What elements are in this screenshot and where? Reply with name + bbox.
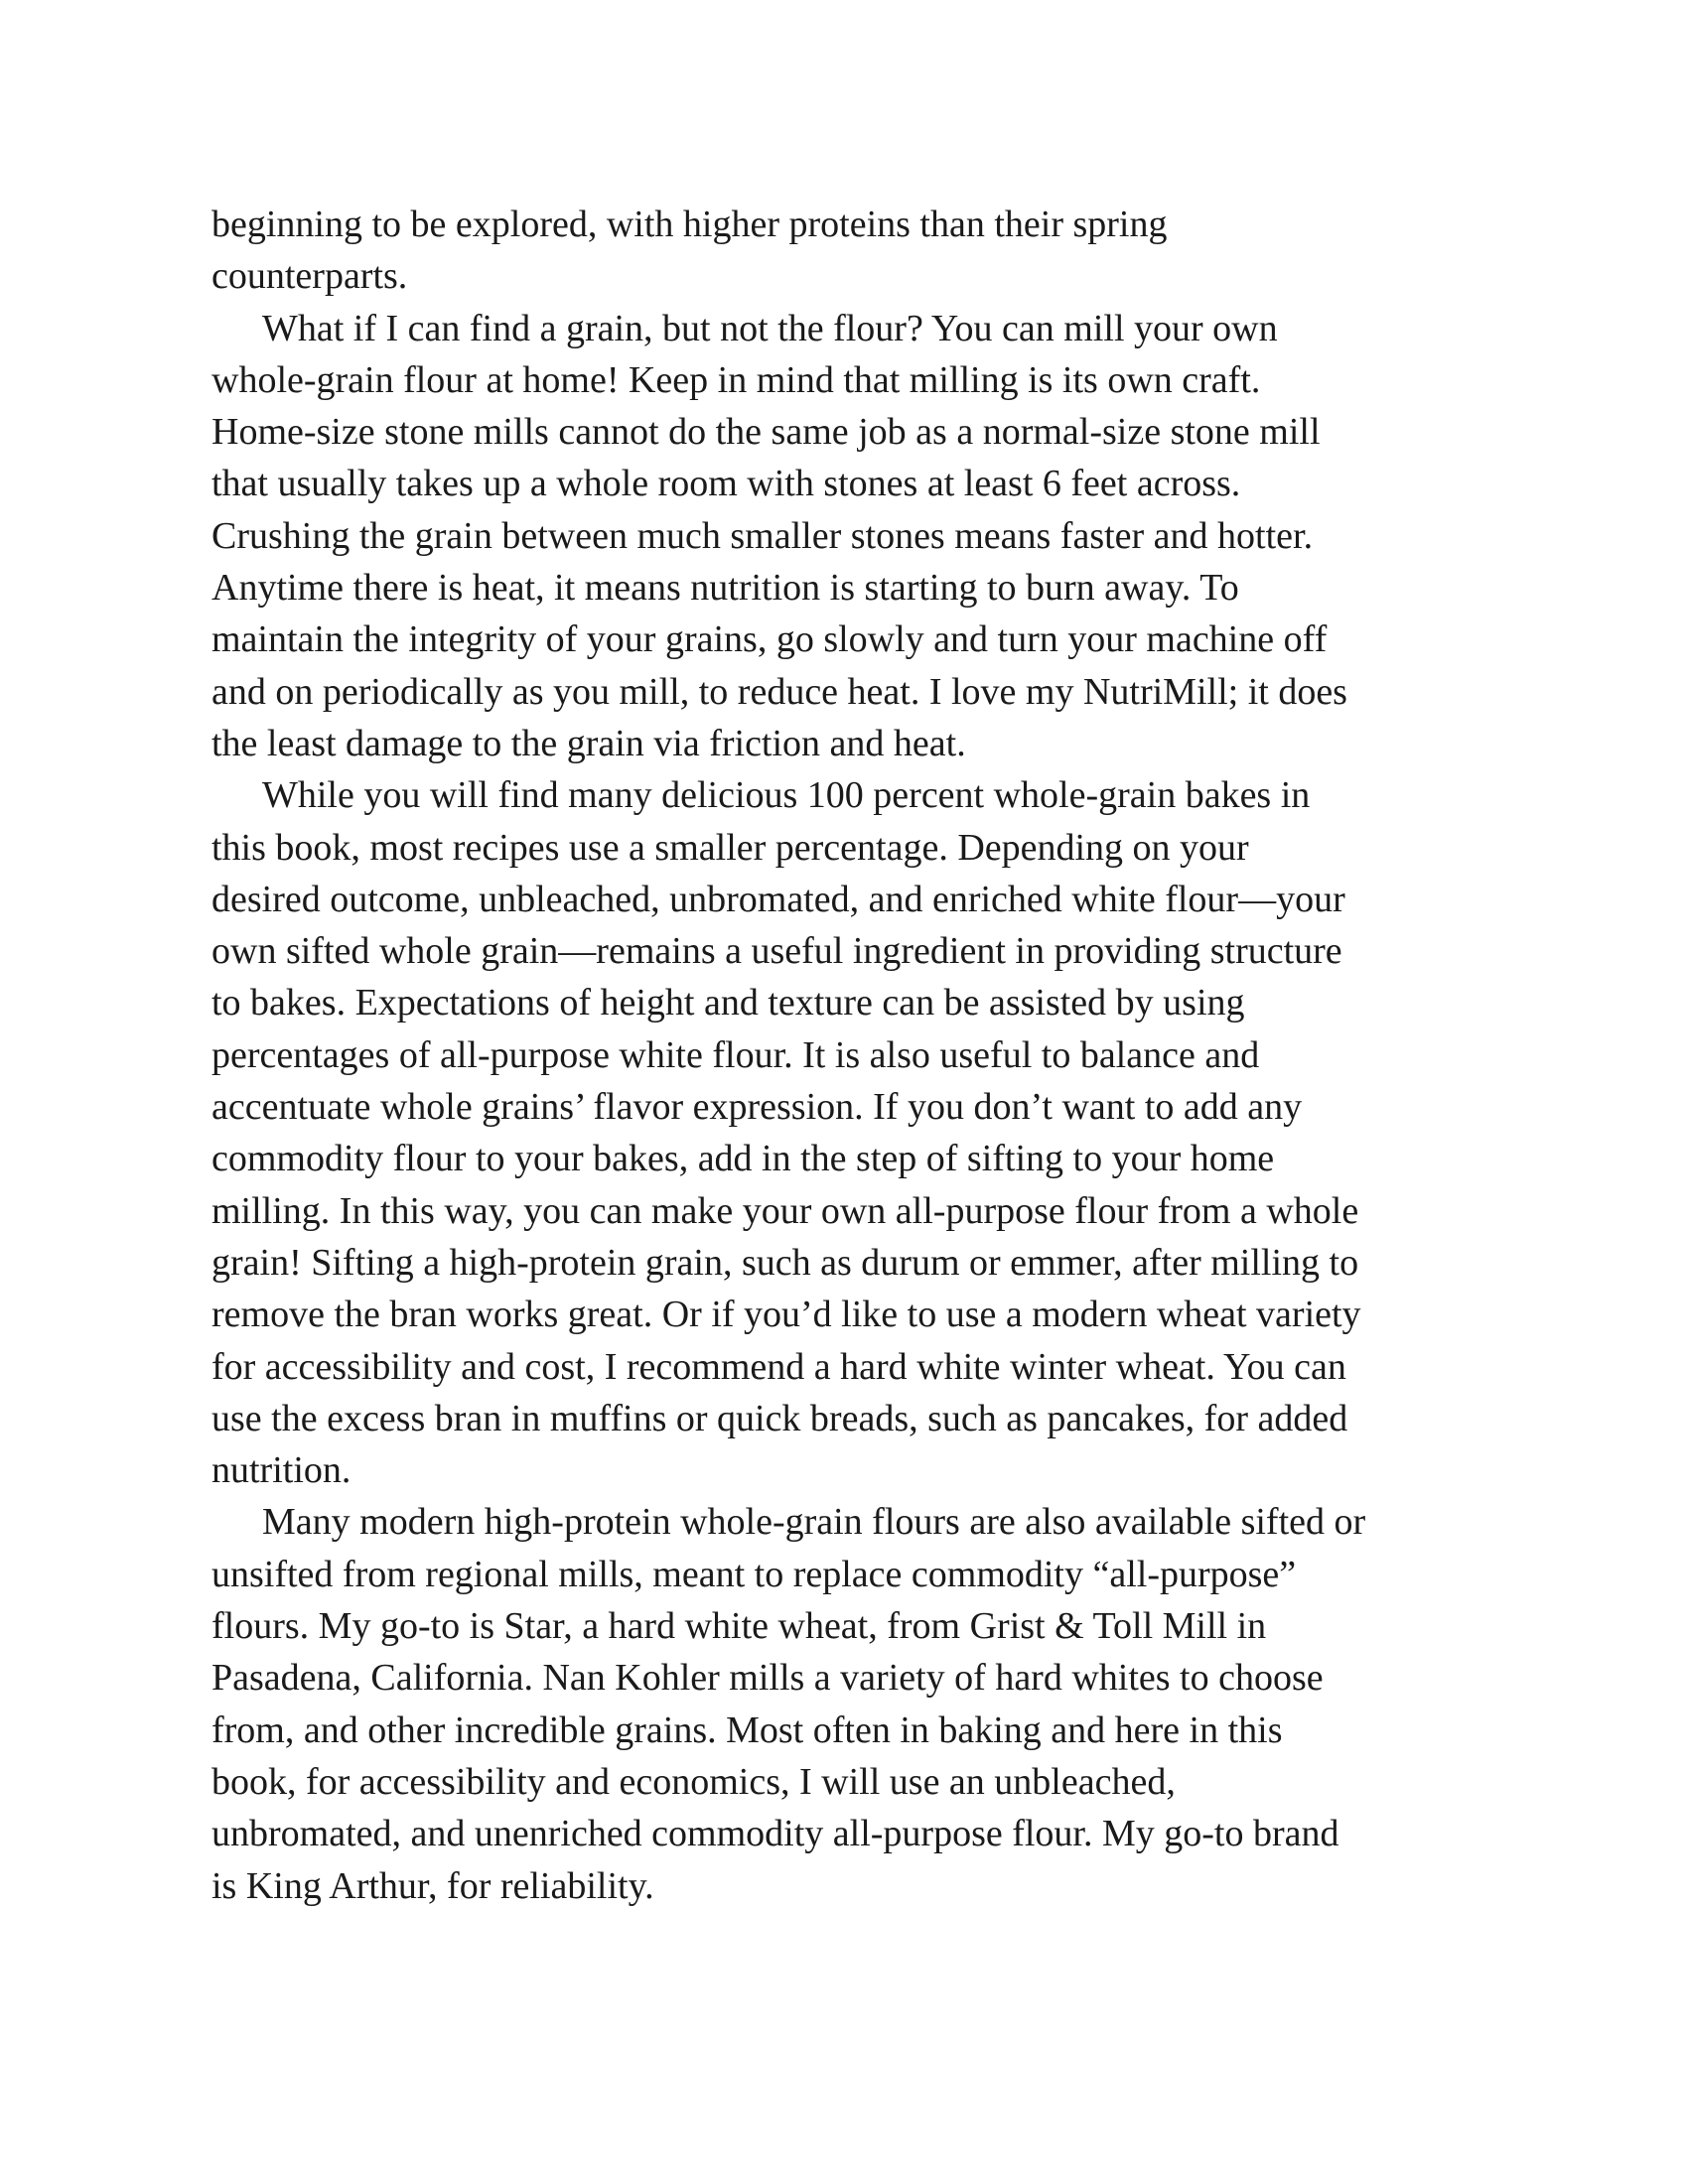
text-line: While you will find many delicious 100 percent whole-grain bakes in xyxy=(262,774,1311,817)
text-line: Many modern high-protein whole-grain flours are also available sifted or xyxy=(262,1501,1366,1544)
text-line: accentuate whole grains’ flavor expression. If you don’t want to add any xyxy=(211,1086,1303,1129)
text-line: own sifted whole grain—remains a useful ingredient in providing structure xyxy=(211,930,1342,973)
text-line: this book, most recipes use a smaller percentage. Depending on your xyxy=(211,826,1249,869)
text-line: nutrition. xyxy=(211,1449,352,1492)
text-line: counterparts. xyxy=(211,255,408,298)
paragraph xyxy=(211,1496,1492,1911)
text-line: beginning to be explored, with higher proteins than their spring xyxy=(211,204,1168,245)
text-line: flours. My go-to is Star, a hard white wheat, from Grist & Toll Mill in xyxy=(211,1605,1267,1648)
paragraph xyxy=(211,303,1492,770)
text-line: remove the bran works great. Or if you’d like to use a modern wheat variety xyxy=(211,1294,1361,1336)
text-line: for accessibility and cost, I recommend a hard white winter wheat. You can xyxy=(211,1345,1346,1388)
text-line: milling. In this way, you can make your own all-purpose flour from a whole xyxy=(211,1189,1359,1232)
text-line: from, and other incredible grains. Most often in baking and here in this xyxy=(211,1708,1283,1751)
text-line: Anytime there is heat, it means nutrition is starting to burn away. To xyxy=(211,567,1239,610)
text-line: Home-size stone mills cannot do the same job as a normal-size stone mill xyxy=(211,411,1321,454)
text-line: use the excess bran in muffins or quick breads, such as pancakes, for added xyxy=(211,1397,1348,1439)
text-line: that usually takes up a whole room with stones at least 6 feet across. xyxy=(211,463,1241,505)
text-line: commodity flour to your bakes, add in the step of sifting to your home xyxy=(211,1138,1275,1180)
text-line: book, for accessibility and economics, I will use an unbleached, xyxy=(211,1760,1176,1803)
paragraph xyxy=(211,769,1492,1496)
text-line: and on periodically as you mill, to reduce heat. I love my NutriMill; it does xyxy=(211,670,1347,713)
text-line: unbromated, and unenriched commodity all-purpose flour. My go-to brand xyxy=(211,1813,1339,1855)
text-line: Pasadena, California. Nan Kohler mills a variety of hard whites to choose xyxy=(211,1657,1324,1700)
text-line: grain! Sifting a high-protein grain, such as durum or emmer, after milling to xyxy=(211,1241,1359,1284)
text-line: the least damage to the grain via friction and heat. xyxy=(211,722,966,764)
text-line: desired outcome, unbleached, unbromated, and enriched white flour—your xyxy=(211,878,1345,920)
paragraph xyxy=(211,199,1492,303)
text-line: whole-grain flour at home! Keep in mind that milling is its own craft. xyxy=(211,358,1261,401)
text-line: What if I can find a grain, but not the flour? You can mill your own xyxy=(262,307,1278,349)
text-line: maintain the integrity of your grains, go slowly and turn your machine off xyxy=(211,618,1328,661)
text-line: Crushing the grain between much smaller stones means faster and hotter. xyxy=(211,514,1314,557)
text-line: percentages of all-purpose white flour. It is also useful to balance and xyxy=(211,1033,1260,1076)
text-line: to bakes. Expectations of height and texture can be assisted by using xyxy=(211,982,1245,1024)
text-line: unsifted from regional mills, meant to replace commodity “all-purpose” xyxy=(211,1553,1297,1595)
body-text xyxy=(211,199,1492,1912)
text-line: is King Arthur, for reliability. xyxy=(211,1864,654,1907)
